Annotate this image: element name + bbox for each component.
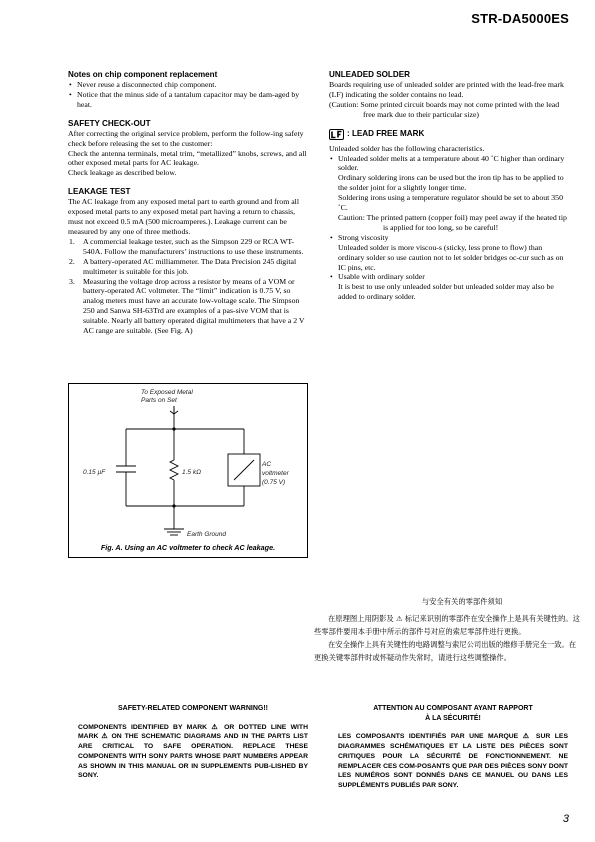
english-warning-title: SAFETY-RELATED COMPONENT WARNING!!	[118, 705, 268, 712]
figure-a	[68, 383, 308, 558]
list-item: 2. A battery-operated AC milliammeter. The Data Precision 245 digital multimeter is suitable for this job.	[69, 256, 297, 276]
unleaded-caution: (Caution: Some printed circuit boards may not come printed with the lead free mark due to their particular size)	[329, 99, 560, 119]
voltmeter-label: AC	[262, 461, 272, 468]
page-number: 3	[562, 813, 569, 825]
list-item: • Usable with ordinary solder It is best to use only unleaded solder but unleaded solder may also be added to ordinary solder.	[329, 272, 569, 302]
leakage-test-title: LEAKAGE TEST	[68, 187, 131, 197]
voltmeter-label: (0.75 V)	[262, 479, 286, 486]
lead-free-mark-label: : LEAD FREE MARK	[347, 129, 425, 139]
chinese-notice-paragraph: 在安全操作上具有关键性的电路调整与索尼公司出版的维修手册完全一致。在更换关键零部件时或怀疑动作失常时，请进行这些调整操作。	[314, 640, 577, 662]
chip-notes-list	[68, 80, 308, 110]
safety-paragraph: Check the antenna terminals, metal trim, “metallized” knobs, screws, and all other exposed metal parts for AC leakage.	[68, 148, 307, 168]
list-item: • Notice that the minus side of a tantalum capacitor may be dam-aged by heat.	[68, 90, 308, 110]
leakage-circuit-diagram	[69, 384, 307, 544]
chinese-notice-title: 与安全有关的零部件须知	[421, 597, 503, 606]
lead-free-characteristics	[329, 154, 569, 303]
chip-notes-title: Notes on chip component replacement	[68, 70, 218, 79]
unleaded-solder-title: UNLEADED SOLDER	[329, 70, 410, 79]
french-warning-body: LES COMPOSANTS IDENTIFIÉS PAR UNE MARQUE ⚠ SUR LES DIAGRAMMES SCHÉMATIQUES ET LA LISTE DES PIÈCES SONT CRITIQUES POUR LA SÉCURITÉ DE FONCTIONNEMENT. NE REMPLACER CES COM-POSANTS QUE PAR DES PIÈCES SONY DONT LES NUMÉROS SONT DONNÉS DANS CE MANUEL OU DANS LES SUPPLÉMENTS PUBLIÉS PAR SONY.	[338, 733, 568, 789]
unleaded-paragraph: Boards requiring use of unleaded solder are printed with the lead-free mark (LF) indicating the solder contains no lead.	[329, 80, 564, 99]
figure-label: Parts on Set	[141, 397, 177, 404]
french-warning-title: ATTENTION AU COMPOSANT AYANT RAPPORT À LA SÉCURITÉ!	[373, 705, 533, 722]
safety-paragraph: After correcting the original service problem, perform the follow-ing safety check before releasing the set to the customer:	[68, 128, 304, 148]
left-column	[68, 70, 308, 336]
ground-label: Earth Ground	[187, 531, 227, 538]
lead-free-intro: Unleaded solder has the following characteristics.	[329, 143, 485, 153]
chinese-notice-paragraph: 在原理图上用阴影及 ⚠ 标记来识别的零部件在安全操作上是具有关键性的。这些零部件要用本手册中所示的部件号对应的索尼零部件进行更换。	[314, 614, 580, 636]
list-item: • Strong viscosity Unleaded solder is more viscou-s (sticky, less prone to flow) than ordinary solder so use caution not to let solder bridges oc-cur such as on IC pins, etc.	[329, 233, 569, 273]
figure-label: To Exposed Metal	[141, 389, 193, 396]
capacitor-label: 0.15 µF	[83, 469, 106, 476]
list-item: 1. A commercial leakage tester, such as the Simpson 229 or RCA WT-540A. Follow the manufacturers’ instructions to use these instruments.	[69, 236, 304, 256]
resistor-label: 1.5 kΩ	[182, 469, 202, 476]
list-item: 3. Measuring the voltage drop across a resistor by means of a VOM or battery-operated AC voltmeter. The “limit” indication is 0.75 V, so analog meters must have an accurate low-voltage scale. The Simpson 250 and Sanwa SH-63Trd are examples of a pas-sive VOM that is suitable. Nearly all battery operated digital multimeters that have a 2 V AC range are suitable. (See Fig. A)	[69, 276, 305, 336]
safety-paragraph: Check leakage as described below.	[68, 168, 177, 178]
chinese-safety-notice	[314, 595, 580, 664]
figure-caption: Fig. A. Using an AC voltmeter to check AC leakage.	[100, 543, 276, 552]
list-item: • Never reuse a disconnected chip component.	[68, 80, 308, 90]
safety-checkout-title: SAFETY CHECK-OUT	[68, 118, 151, 128]
english-safety-warning	[78, 704, 308, 781]
right-column	[329, 70, 569, 302]
lead-free-mark-icon	[329, 129, 344, 140]
voltmeter-label: voltmeter	[262, 470, 289, 477]
english-warning-body: COMPONENTS IDENTIFIED BY MARK ⚠ OR DOTTED LINE WITH MARK ⚠ ON THE SCHEMATIC DIAGRAMS AND IN THE PARTS LIST ARE CRITICAL TO SAFE OPERATION. REPLACE THESE COMPONENTS WITH SONY PARTS WHOSE PART NUMBERS APPEAR AS SHOWN IN THIS MANUAL OR IN SUPPLEMENTS PUB-LISHED BY SONY.	[78, 723, 308, 780]
list-item: • Unleaded solder melts at a temperature about 40 ˚C higher than ordinary solder. Ordinary soldering irons can be used but the iron tip has to be applied to the solder joint for a slightly longer time. Soldering irons using a temperature regulator should be set to about 350 ˚C. Caution: The printed pattern (copper foil) may peel away if the heated tip is applied for too long, so be careful!	[329, 154, 569, 233]
model-number: STR-DA5000ES	[471, 11, 569, 26]
leakage-paragraph: The AC leakage from any exposed metal part to earth ground and from all exposed metal parts to any exposed metal part having a return to chassis, must not exceed 0.5 mA (500 microamperes.). Leakage current can be measured by any one of three methods.	[68, 197, 300, 236]
leakage-methods-list	[68, 237, 308, 336]
french-safety-warning	[338, 704, 568, 791]
lead-free-mark-title	[329, 129, 569, 140]
resistor-symbol	[170, 460, 178, 480]
